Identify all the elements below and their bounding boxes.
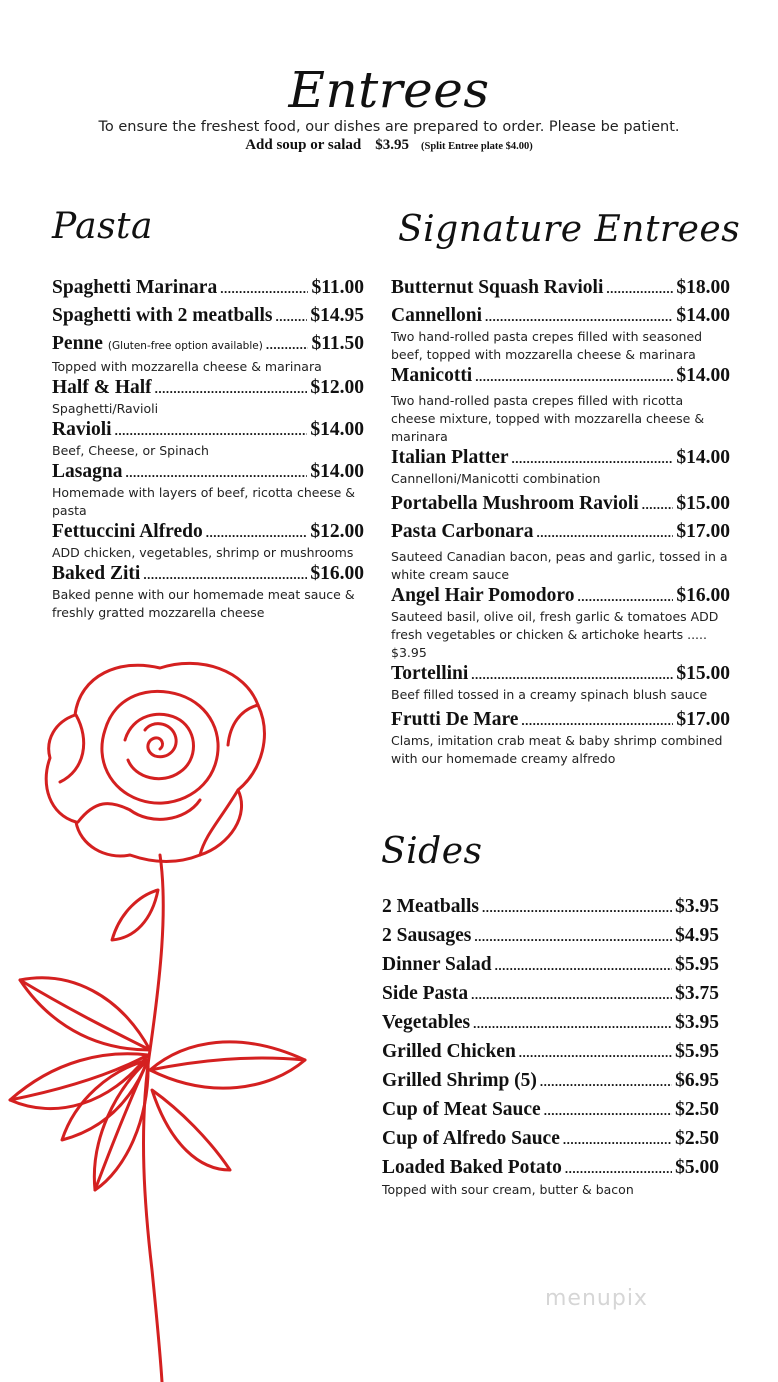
item-price: $11.50 xyxy=(311,333,364,354)
menu-item xyxy=(382,1154,719,1183)
addon-price: $3.95 xyxy=(375,137,409,153)
item-name: Loaded Baked Potato xyxy=(382,1157,562,1178)
pasta-list xyxy=(52,276,364,622)
item-name: Ravioli xyxy=(52,419,112,440)
item-note: (Gluten-free option available) xyxy=(107,340,263,352)
menu-item xyxy=(391,304,730,328)
menu-item xyxy=(382,893,719,922)
sides-heading: Sides xyxy=(381,831,483,872)
signature-list xyxy=(391,276,730,768)
item-name: Cup of Alfredo Sauce xyxy=(382,1128,560,1149)
item-name: Dinner Salad xyxy=(382,954,492,975)
menu-item xyxy=(382,980,719,1009)
item-name: Side Pasta xyxy=(382,983,469,1004)
item-description: Homemade with layers of beef, ricotta cheese & pasta xyxy=(52,485,356,518)
item-name: 2 Meatballs xyxy=(382,896,479,917)
menu-item xyxy=(391,520,730,544)
item-price: $14.00 xyxy=(676,365,730,386)
item-name: 2 Sausages xyxy=(382,925,472,946)
item-description: Beef, Cheese, or Spinach xyxy=(52,443,209,458)
menu-item xyxy=(391,364,730,388)
menu-item xyxy=(391,584,730,608)
item-name: Spaghetti with 2 meatballs xyxy=(52,305,273,326)
item-name: Manicotti xyxy=(391,365,473,386)
item-price: $18.00 xyxy=(676,277,730,298)
menu-item xyxy=(52,520,364,544)
item-price: $14.00 xyxy=(310,419,364,440)
item-price: $3.95 xyxy=(675,896,719,917)
menu-item xyxy=(391,276,730,300)
item-description: Topped with sour cream, butter & bacon xyxy=(382,1182,634,1197)
item-price: $14.00 xyxy=(676,305,730,326)
menu-item xyxy=(382,1009,719,1038)
item-price: $2.50 xyxy=(675,1128,719,1149)
menu-item xyxy=(382,1038,719,1067)
menu-item xyxy=(52,460,364,484)
menu-item xyxy=(52,332,364,358)
menu-item xyxy=(52,376,364,400)
item-price: $15.00 xyxy=(676,493,730,514)
item-name: Frutti De Mare xyxy=(391,709,519,730)
item-price: $6.95 xyxy=(675,1070,719,1091)
item-description: Baked penne with our homemade meat sauce & freshly gratted mozzarella cheese xyxy=(52,587,355,620)
menu-item xyxy=(382,1096,719,1125)
menu-item xyxy=(391,708,730,732)
menu-item xyxy=(382,951,719,980)
menu-item xyxy=(52,418,364,442)
item-name: Butternut Squash Ravioli xyxy=(391,277,604,298)
item-price: $17.00 xyxy=(676,709,730,730)
item-price: $5.95 xyxy=(675,954,719,975)
menu-item xyxy=(382,922,719,951)
item-price: $12.00 xyxy=(310,521,364,542)
menu-item xyxy=(391,662,730,686)
item-price: $12.00 xyxy=(310,377,364,398)
item-name: Vegetables xyxy=(382,1012,471,1033)
item-name: Baked Ziti xyxy=(52,563,141,584)
item-price: $15.00 xyxy=(676,663,730,684)
item-price: $16.00 xyxy=(310,563,364,584)
item-name: Pasta Carbonara xyxy=(391,521,534,542)
item-name: Angel Hair Pomodoro xyxy=(391,585,575,606)
item-name: Cup of Meat Sauce xyxy=(382,1099,541,1120)
item-name: Tortellini xyxy=(391,663,469,684)
menu-item xyxy=(382,1125,719,1154)
menu-item xyxy=(52,276,364,300)
item-price: $14.00 xyxy=(310,461,364,482)
item-price: $3.95 xyxy=(675,1012,719,1033)
item-name: Portabella Mushroom Ravioli xyxy=(391,493,639,514)
item-name: Spaghetti Marinara xyxy=(52,277,218,298)
split-note: (Split Entree plate $4.00) xyxy=(420,141,533,152)
item-description: Cannelloni/Manicotti combination xyxy=(391,471,601,486)
rose-illustration xyxy=(0,650,320,1382)
item-price: $3.75 xyxy=(675,983,719,1004)
item-description: Spaghetti/Ravioli xyxy=(52,401,159,416)
item-price: $5.00 xyxy=(675,1157,719,1178)
item-name: Grilled Shrimp (5) xyxy=(382,1070,537,1091)
item-name: Half & Half xyxy=(52,377,152,398)
item-description: Topped with mozzarella cheese & marinara xyxy=(52,359,322,374)
item-description: Clams, imitation crab meat & baby shrimp combined with our homemade creamy alfredo xyxy=(391,733,723,766)
item-price: $14.00 xyxy=(676,447,730,468)
item-price: $2.50 xyxy=(675,1099,719,1120)
item-name: Penne xyxy=(52,333,103,354)
item-description: Beef filled tossed in a creamy spinach blush sauce xyxy=(391,687,708,702)
item-name: Cannelloni xyxy=(391,305,483,326)
addon-line xyxy=(0,137,778,154)
item-description: Sauteed Canadian bacon, peas and garlic, tossed in a white cream sauce xyxy=(391,549,728,582)
item-price: $11.00 xyxy=(311,277,364,298)
menu-item xyxy=(391,446,730,470)
item-name: Italian Platter xyxy=(391,447,509,468)
menu-item xyxy=(52,304,364,328)
item-name: Fettuccini Alfredo xyxy=(52,521,203,542)
pasta-heading: Pasta xyxy=(52,206,153,247)
sides-list xyxy=(382,893,719,1197)
item-price: $16.00 xyxy=(676,585,730,606)
item-name: Lasagna xyxy=(52,461,123,482)
item-price: $4.95 xyxy=(675,925,719,946)
addon-label: Add soup or salad xyxy=(245,137,362,153)
menu-item xyxy=(382,1067,719,1096)
item-description: ADD chicken, vegetables, shrimp or mushrooms xyxy=(52,545,354,560)
item-description: Two hand-rolled pasta crepes filled with ricotta cheese mixture, topped with mozzarella cheese & marinara xyxy=(391,393,705,444)
item-description: Sauteed basil, olive oil, fresh garlic & tomatoes ADD fresh vegetables or chicken & artichoke hearts ..... $3.95 xyxy=(391,609,719,660)
menu-item xyxy=(52,562,364,586)
page-title: Entrees xyxy=(288,61,490,119)
signature-heading: Signature Entrees xyxy=(398,209,741,250)
item-description: Two hand-rolled pasta crepes filled with seasoned beef, topped with mozzarella cheese & marinara xyxy=(391,329,703,362)
subtitle: To ensure the freshest food, our dishes are prepared to order. Please be patient. xyxy=(98,119,680,135)
item-name: Grilled Chicken xyxy=(382,1041,516,1062)
menu-item xyxy=(391,492,730,516)
item-price: $14.95 xyxy=(310,305,364,326)
item-price: $17.00 xyxy=(676,521,730,542)
watermark: menupix xyxy=(545,1286,648,1311)
item-price: $5.95 xyxy=(675,1041,719,1062)
